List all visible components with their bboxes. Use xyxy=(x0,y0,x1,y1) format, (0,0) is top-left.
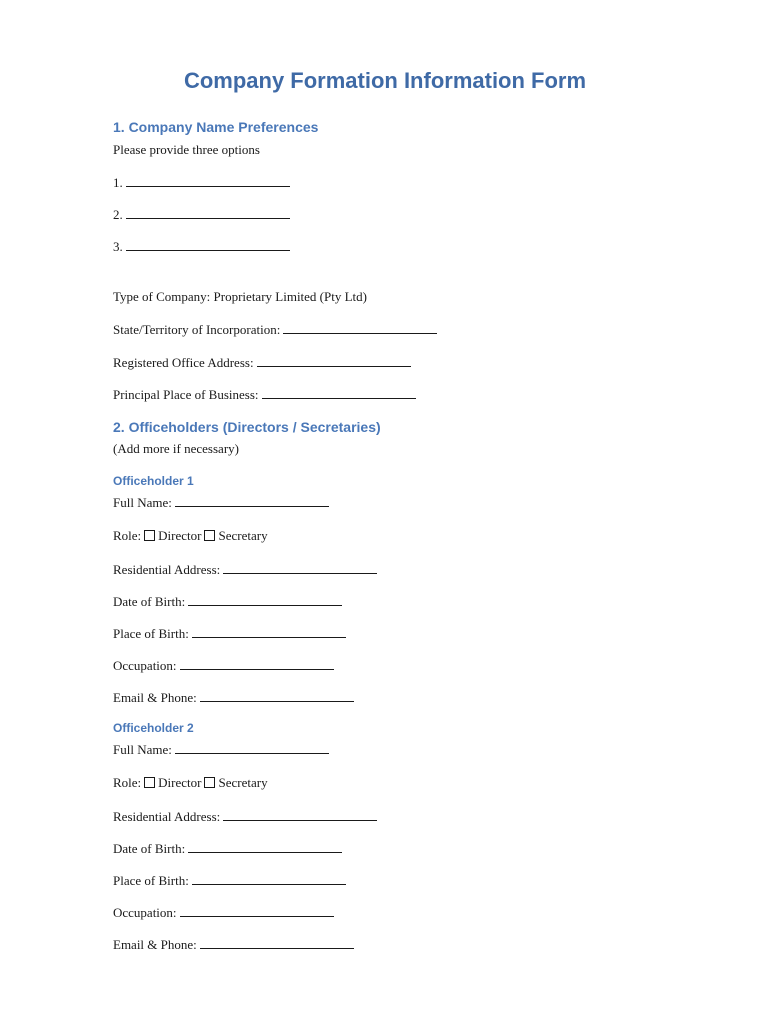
business-label: Principal Place of Business: xyxy=(113,387,259,402)
officeholder-1-heading: Officeholder 1 xyxy=(113,474,194,488)
officeholder-2-pob-field[interactable] xyxy=(192,872,346,885)
registered-office-label: Registered Office Address: xyxy=(113,355,254,370)
director-label: Director xyxy=(158,528,202,543)
officeholder-2-full-name-field[interactable] xyxy=(175,741,329,754)
officeholder-1-pob-field[interactable] xyxy=(192,625,346,638)
section-heading-company-name: 1. Company Name Preferences xyxy=(113,119,319,135)
name-option-3-field[interactable] xyxy=(126,238,290,251)
officeholder-1-email-row xyxy=(113,689,354,706)
company-type-row xyxy=(113,289,367,305)
dob-label: Date of Birth: xyxy=(113,841,186,856)
business-row xyxy=(113,386,416,403)
occupation-label: Occupation: xyxy=(113,658,177,673)
form-title: Company Formation Information Form xyxy=(183,68,587,93)
option-label: 2. xyxy=(113,207,123,222)
email-label: Email & Phone: xyxy=(113,690,197,705)
state-field[interactable] xyxy=(283,321,437,334)
officeholder-1-dob-field[interactable] xyxy=(188,593,342,606)
officeholder-2-full-name-row xyxy=(113,741,329,758)
pob-label: Place of Birth: xyxy=(113,873,189,888)
state-row xyxy=(113,321,437,338)
option-label: 1. xyxy=(113,175,123,190)
officeholder-2-secretary-checkbox[interactable] xyxy=(204,777,215,788)
pob-label: Place of Birth: xyxy=(113,626,189,641)
company-type-label: Type of Company: xyxy=(113,289,211,304)
officeholder-1-residential-row xyxy=(113,561,377,578)
officeholder-2-email-field[interactable] xyxy=(200,936,354,949)
secretary-label: Secretary xyxy=(218,775,268,790)
section-note: (Add more if necessary) xyxy=(113,441,239,456)
name-option-3 xyxy=(113,238,290,255)
registered-office-row xyxy=(113,354,411,371)
officeholder-1-pob-row xyxy=(113,625,346,642)
officeholder-1-director-checkbox[interactable] xyxy=(144,530,155,541)
section-intro: Please provide three options xyxy=(113,142,260,157)
officeholder-1-occupation-row xyxy=(113,657,334,674)
option-label: 3. xyxy=(113,239,123,254)
officeholder-1-role-row xyxy=(113,528,268,544)
officeholder-1-secretary-checkbox[interactable] xyxy=(204,530,215,541)
full-name-label: Full Name: xyxy=(113,742,172,757)
officeholder-2-director-checkbox[interactable] xyxy=(144,777,155,788)
role-label: Role: xyxy=(113,775,142,790)
officeholder-2-occupation-row xyxy=(113,904,334,921)
occupation-label: Occupation: xyxy=(113,905,177,920)
director-label: Director xyxy=(158,775,202,790)
full-name-label: Full Name: xyxy=(113,495,172,510)
officeholder-2-pob-row xyxy=(113,872,346,889)
officeholder-1-residential-field[interactable] xyxy=(223,561,377,574)
residential-label: Residential Address: xyxy=(113,809,221,824)
state-label: State/Territory of Incorporation: xyxy=(113,322,281,337)
name-option-2-field[interactable] xyxy=(126,206,290,219)
name-option-2 xyxy=(113,206,290,223)
officeholder-2-dob-row xyxy=(113,840,342,857)
officeholder-1-full-name-row xyxy=(113,494,329,511)
dob-label: Date of Birth: xyxy=(113,594,186,609)
officeholder-1-email-field[interactable] xyxy=(200,689,354,702)
name-option-1 xyxy=(113,174,290,191)
officeholder-2-dob-field[interactable] xyxy=(188,840,342,853)
officeholder-2-occupation-field[interactable] xyxy=(180,904,334,917)
residential-label: Residential Address: xyxy=(113,562,221,577)
officeholder-2-email-row xyxy=(113,936,354,953)
role-label: Role: xyxy=(113,528,142,543)
business-field[interactable] xyxy=(262,386,416,399)
officeholder-2-residential-field[interactable] xyxy=(223,808,377,821)
registered-office-field[interactable] xyxy=(257,354,411,367)
officeholder-1-full-name-field[interactable] xyxy=(175,494,329,507)
name-option-1-field[interactable] xyxy=(126,174,290,187)
officeholder-2-residential-row xyxy=(113,808,377,825)
company-type-value: Proprietary Limited (Pty Ltd) xyxy=(213,289,367,304)
officeholder-1-dob-row xyxy=(113,593,342,610)
officeholder-2-heading: Officeholder 2 xyxy=(113,721,194,735)
section-heading-officeholders: 2. Officeholders (Directors / Secretaries) xyxy=(113,419,381,435)
officeholder-2-role-row xyxy=(113,775,268,791)
email-label: Email & Phone: xyxy=(113,937,197,952)
officeholder-1-occupation-field[interactable] xyxy=(180,657,334,670)
secretary-label: Secretary xyxy=(218,528,268,543)
